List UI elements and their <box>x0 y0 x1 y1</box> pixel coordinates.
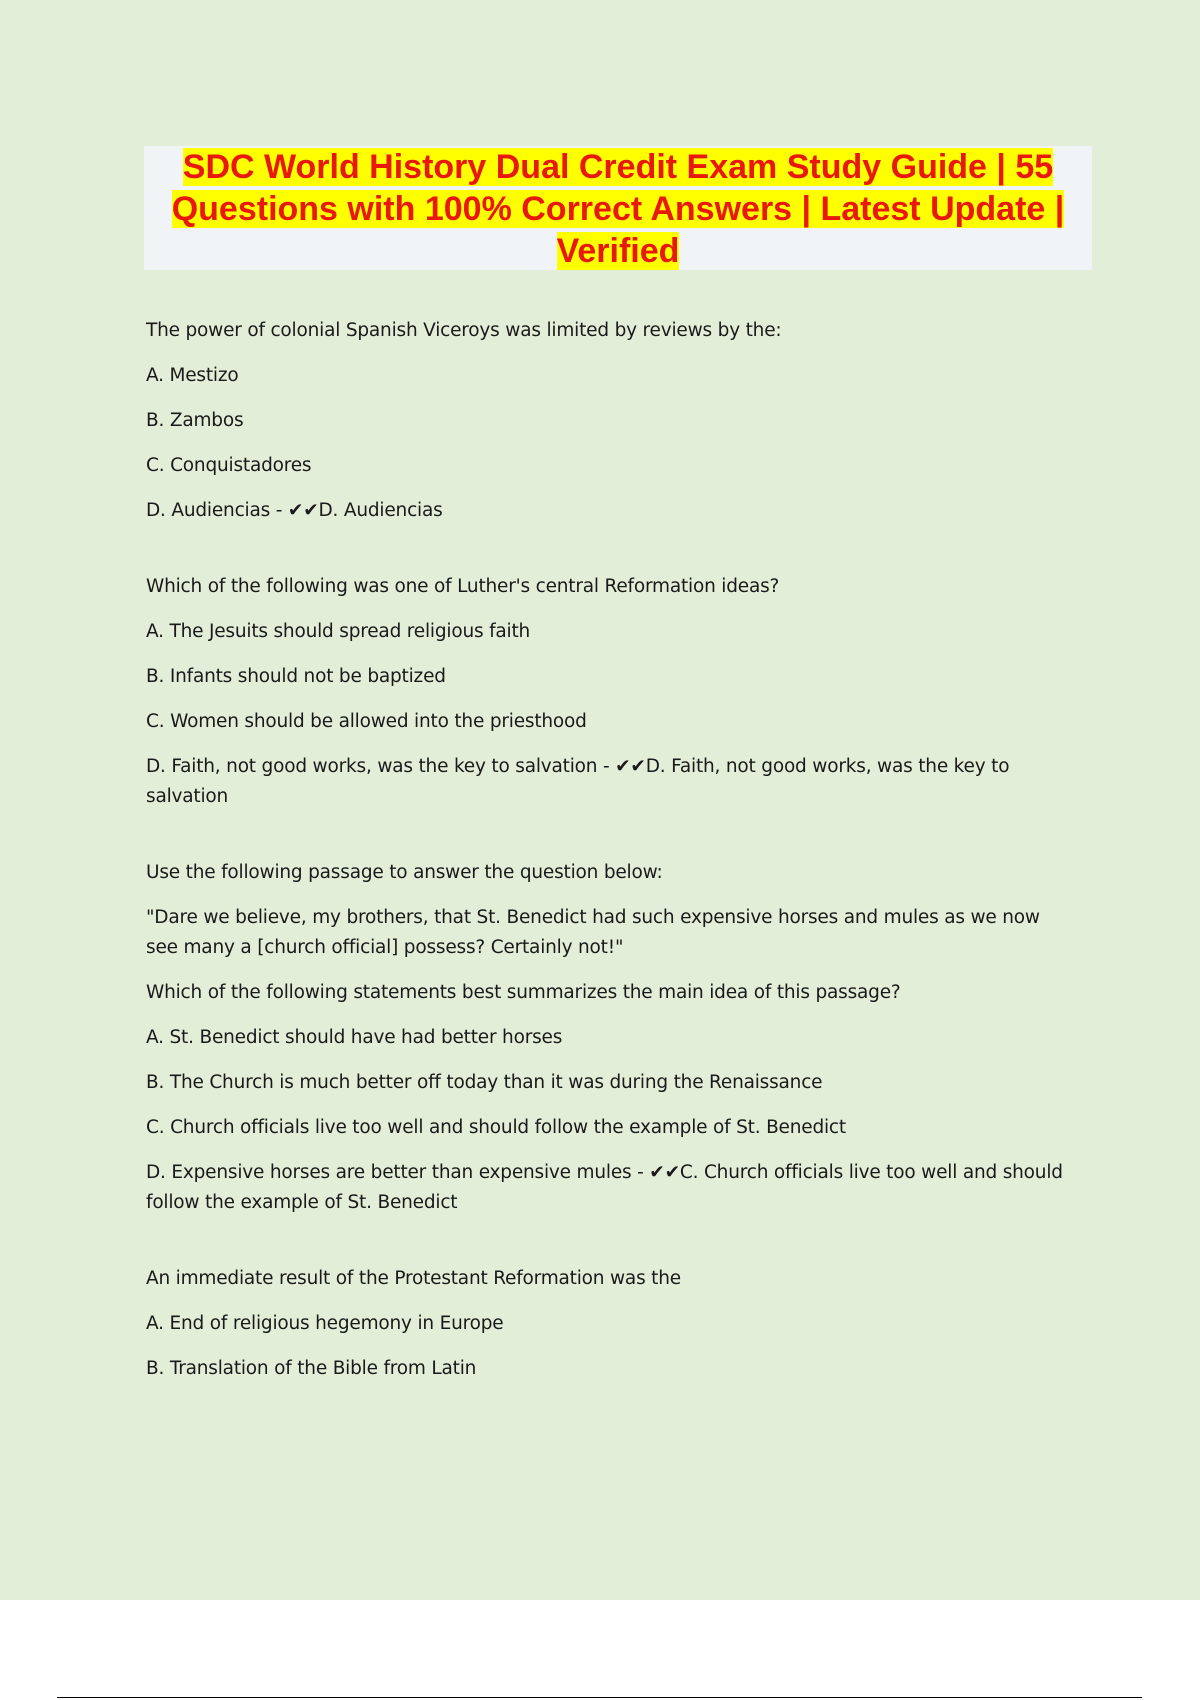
answer-option-a: A. End of religious hegemony in Europe <box>146 1313 504 1334</box>
answer-option-d-with-key: D. Expensive horses are better than expensive mules - ✔✔C. Church officials live too well and should follow the example of St. Benedict <box>146 1162 1063 1213</box>
question-text: The power of colonial Spanish Viceroys was limited by reviews by the: <box>146 320 782 341</box>
answer-option-a: A. The Jesuits should spread religious faith <box>146 621 531 642</box>
answer-option-a: A. Mestizo <box>146 365 239 386</box>
document-title-text: SDC World History Dual Credit Exam Study Guide | 55 Questions with 100% Correct Answers | Latest Update | Verified <box>171 148 1065 270</box>
passage-quote: "Dare we believe, my brothers, that St. Benedict had such expensive horses and mules as we now see many a [church official] possess? Certainly not!" <box>146 907 1040 958</box>
answer-option-c: C. Conquistadores <box>146 455 312 476</box>
question-block-2 <box>146 572 1076 812</box>
question-text: Which of the following statements best summarizes the main idea of this passage? <box>146 982 901 1003</box>
answer-option-c: C. Church officials live too well and should follow the example of St. Benedict <box>146 1117 846 1138</box>
document-title <box>144 146 1092 270</box>
answer-option-b: B. Infants should not be baptized <box>146 666 446 687</box>
question-text: An immediate result of the Protestant Reformation was the <box>146 1268 681 1289</box>
footer-divider <box>57 1697 1142 1698</box>
answer-option-b: B. The Church is much better off today than it was during the Renaissance <box>146 1072 823 1093</box>
answer-option-c: C. Women should be allowed into the priesthood <box>146 711 587 732</box>
question-block-4 <box>146 1264 1076 1384</box>
question-block-3 <box>146 858 1076 1218</box>
passage-instruction: Use the following passage to answer the question below: <box>146 862 663 883</box>
answer-option-a: A. St. Benedict should have had better horses <box>146 1027 563 1048</box>
answer-option-d-with-key: D. Audiencias - ✔✔D. Audiencias <box>146 500 443 521</box>
question-text: Which of the following was one of Luther's central Reformation ideas? <box>146 576 780 597</box>
question-block-1 <box>146 316 1076 526</box>
answer-option-b: B. Translation of the Bible from Latin <box>146 1358 477 1379</box>
answer-option-d-with-key: D. Faith, not good works, was the key to salvation - ✔✔D. Faith, not good works, was the key to salvation <box>146 756 1010 807</box>
question-list <box>146 316 1076 1430</box>
answer-option-b: B. Zambos <box>146 410 244 431</box>
